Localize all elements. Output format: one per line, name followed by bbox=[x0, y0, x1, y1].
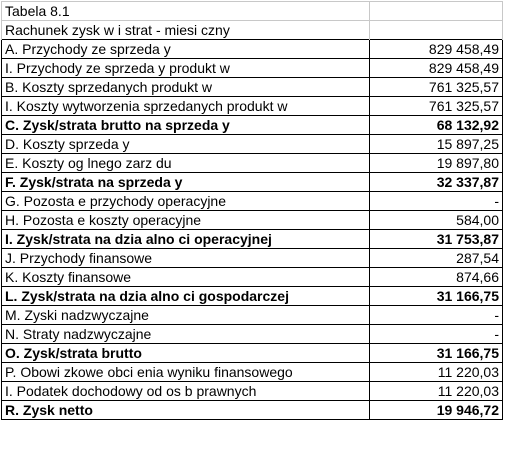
table-row bbox=[2, 135, 503, 154]
row-value[interactable]: 287,54 bbox=[370, 249, 503, 268]
row-value[interactable]: 19 897,80 bbox=[370, 154, 503, 173]
table-row bbox=[2, 230, 503, 249]
table-name-row bbox=[2, 2, 503, 21]
row-value[interactable]: 32 337,87 bbox=[370, 173, 503, 192]
row-label[interactable]: D. Koszty sprzeda y bbox=[2, 135, 370, 154]
table-row bbox=[2, 306, 503, 325]
row-label[interactable]: P. Obowi zkowe obci enia wyniku finansowego bbox=[2, 363, 370, 382]
table-row bbox=[2, 116, 503, 135]
row-label[interactable]: G. Pozosta e przychody operacyjne bbox=[2, 192, 370, 211]
table-row bbox=[2, 382, 503, 401]
row-value[interactable]: 31 753,87 bbox=[370, 230, 503, 249]
table-row bbox=[2, 325, 503, 344]
table-row bbox=[2, 363, 503, 382]
row-value[interactable]: 829 458,49 bbox=[370, 40, 503, 59]
row-value[interactable]: 15 897,25 bbox=[370, 135, 503, 154]
empty-cell[interactable] bbox=[370, 2, 503, 21]
row-value[interactable]: 761 325,57 bbox=[370, 97, 503, 116]
row-value[interactable]: 584,00 bbox=[370, 211, 503, 230]
table-row bbox=[2, 401, 503, 420]
row-value[interactable]: 31 166,75 bbox=[370, 287, 503, 306]
table-row bbox=[2, 211, 503, 230]
row-value[interactable]: 68 132,92 bbox=[370, 116, 503, 135]
row-label[interactable]: H. Pozosta e koszty operacyjne bbox=[2, 211, 370, 230]
income-statement-table bbox=[1, 1, 503, 420]
row-value[interactable]: 19 946,72 bbox=[370, 401, 503, 420]
row-label[interactable]: J. Przychody finansowe bbox=[2, 249, 370, 268]
table-name[interactable]: Tabela 8.1 bbox=[2, 2, 370, 21]
row-label[interactable]: E. Koszty og lnego zarz du bbox=[2, 154, 370, 173]
table-row bbox=[2, 192, 503, 211]
row-value[interactable]: - bbox=[370, 306, 503, 325]
row-value[interactable]: - bbox=[370, 325, 503, 344]
table-row bbox=[2, 154, 503, 173]
row-value[interactable]: 11 220,03 bbox=[370, 363, 503, 382]
row-label[interactable]: K. Koszty finansowe bbox=[2, 268, 370, 287]
statement-title[interactable]: Rachunek zysk w i strat - miesi czny bbox=[2, 21, 370, 40]
table-row bbox=[2, 268, 503, 287]
row-label[interactable]: R. Zysk netto bbox=[2, 401, 370, 420]
table-row bbox=[2, 40, 503, 59]
title-row bbox=[2, 21, 503, 40]
row-label[interactable]: I. Zysk/strata na dzia alno ci operacyjnej bbox=[2, 230, 370, 249]
row-value[interactable]: 874,66 bbox=[370, 268, 503, 287]
table-row bbox=[2, 287, 503, 306]
row-label[interactable]: B. Koszty sprzedanych produkt w bbox=[2, 78, 370, 97]
row-label[interactable]: I. Przychody ze sprzeda y produkt w bbox=[2, 59, 370, 78]
table-row bbox=[2, 59, 503, 78]
row-value[interactable]: 761 325,57 bbox=[370, 78, 503, 97]
row-label[interactable]: L. Zysk/strata na dzia alno ci gospodarczej bbox=[2, 287, 370, 306]
row-label[interactable]: I. Podatek dochodowy od os b prawnych bbox=[2, 382, 370, 401]
row-label[interactable]: M. Zyski nadzwyczajne bbox=[2, 306, 370, 325]
row-value[interactable]: 31 166,75 bbox=[370, 344, 503, 363]
row-label[interactable]: F. Zysk/strata na sprzeda y bbox=[2, 173, 370, 192]
row-label[interactable]: O. Zysk/strata brutto bbox=[2, 344, 370, 363]
table-row bbox=[2, 97, 503, 116]
table-row bbox=[2, 173, 503, 192]
row-value[interactable]: 11 220,03 bbox=[370, 382, 503, 401]
table-row bbox=[2, 344, 503, 363]
empty-cell[interactable] bbox=[370, 21, 503, 40]
row-label[interactable]: I. Koszty wytworzenia sprzedanych produkt w bbox=[2, 97, 370, 116]
row-label[interactable]: N. Straty nadzwyczajne bbox=[2, 325, 370, 344]
row-value[interactable]: - bbox=[370, 192, 503, 211]
row-label[interactable]: C. Zysk/strata brutto na sprzeda y bbox=[2, 116, 370, 135]
row-label[interactable]: A. Przychody ze sprzeda y bbox=[2, 40, 370, 59]
table-row bbox=[2, 78, 503, 97]
row-value[interactable]: 829 458,49 bbox=[370, 59, 503, 78]
table-row bbox=[2, 249, 503, 268]
